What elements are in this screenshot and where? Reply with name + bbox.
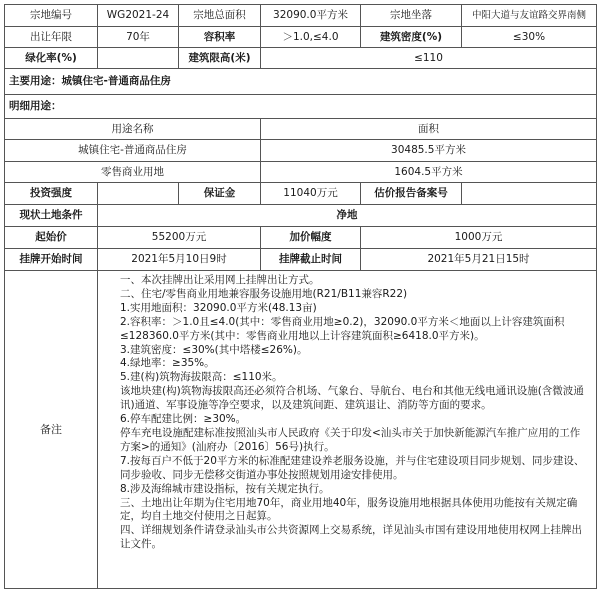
remarks-label: 备注 [5, 271, 98, 589]
parcel-code-value: WG2021-24 [98, 5, 179, 27]
remark-line: 6.停车配建比例：≥30%。 [120, 413, 247, 426]
table-row [5, 183, 597, 205]
remark-line: 4.绿地率：≥35%。 [120, 357, 215, 370]
parcel-area-label: 宗地总面积 [179, 5, 261, 27]
remark-line: 停车充电设施配建标准按照汕头市人民政府《关于印发<汕头市关于加快新能源汽车推广应用的工作方案>的通知》(汕府办〔2016〕56号)执行。 [120, 426, 581, 453]
term-label: 出让年限 [5, 27, 98, 48]
use-area: 30485.5平方米 [261, 140, 597, 162]
investment-value [98, 183, 179, 205]
listing-start-value: 2021年5月10日9时 [98, 249, 261, 271]
remark-line: 四、详细规划条件请登录汕头市公共资源网上交易系统，详见汕头市国有建设用地使用权网上挂牌出让文件。 [120, 524, 582, 551]
far-value: ＞1.0,≤4.0 [261, 27, 361, 48]
listing-end-value: 2021年5月21日15时 [361, 249, 597, 271]
use-name-header: 用途名称 [5, 119, 261, 140]
deposit-label: 保证金 [179, 183, 261, 205]
investment-label: 投资强度 [5, 183, 98, 205]
remark-line: 2.容积率：＞1.0且≤4.0(其中：零售商业用地≥0.2)，32090.0平方米＜地面以上计容建筑面积≤128360.0平方米(其中：零售商业用地以上计容建筑面积≥6418.0平方米)。 [120, 315, 565, 342]
listing-end-label: 挂牌截止时间 [261, 249, 361, 271]
parcel-area-value: 32090.0平方米 [261, 5, 361, 27]
detail-use-label: 明细用途： [5, 95, 597, 119]
parcel-location-value: 中阳大道与友谊路交界南侧 [462, 5, 597, 27]
density-value: ≤30% [462, 27, 597, 48]
use-area-header: 面积 [261, 119, 597, 140]
table-row [5, 249, 597, 271]
table-row [5, 162, 597, 183]
remark-line: 三、土地出让年期为住宅用地70年，商业用地40年，服务设施用地根据具体使用功能按有关规定确定，均自土地交付使用之日起算。 [120, 496, 578, 523]
parcel-code-label: 宗地编号 [5, 5, 98, 27]
remark-line: 8.涉及海绵城市建设指标，按有关规定执行。 [120, 482, 330, 495]
table-row [5, 5, 597, 27]
table-row [5, 27, 597, 48]
land-condition-value: 净地 [98, 205, 597, 227]
deposit-value: 11040万元 [261, 183, 361, 205]
appraisal-report-value [462, 183, 597, 205]
remark-line: 一、本次挂牌出让采用网上挂牌出让方式。 [120, 274, 320, 286]
use-name: 零售商业用地 [5, 162, 261, 183]
table-row [5, 119, 597, 140]
bid-increment-value: 1000万元 [361, 227, 597, 249]
remark-line: 1.实用地面积：32090.0平方米(48.13亩) [120, 301, 317, 314]
remark-line: 7.按每百户不低于20平方米的标准配建建设养老服务设施，并与住宅建设项目同步规划、同步建设、同步验收、同步无偿移交街道办事处按照规划用途安排使用。 [120, 454, 585, 481]
remark-line: 5.建(构)筑物海拔限高：≤110米。 [120, 371, 283, 384]
land-info-table [4, 4, 597, 589]
table-row [5, 69, 597, 95]
green-rate-label: 绿化率(%) [5, 48, 98, 69]
remark-line: 二、住宅/零售商业用地兼容服务设施用地(R21/B11兼容R22) [120, 287, 408, 300]
term-value: 70年 [98, 27, 179, 48]
table-row [5, 48, 597, 69]
remarks-content [98, 271, 597, 589]
table-row [5, 271, 597, 589]
land-condition-label: 现状土地条件 [5, 205, 98, 227]
height-limit-label: 建筑限高(米) [179, 48, 261, 69]
main-use: 主要用途：城镇住宅-普通商品住房 [5, 69, 597, 95]
table-row [5, 95, 597, 119]
density-label: 建筑密度(%) [361, 27, 462, 48]
starting-price-value: 55200万元 [98, 227, 261, 249]
table-row [5, 227, 597, 249]
remark-line: 该地块建(构)筑物海拔限高还必须符合机场、气象台、导航台、电台和其他无线电通讯设施(含微波通讯)通道、军事设施等净空要求，以及建筑间距、建筑退让、消防等方面的要求。 [120, 385, 584, 412]
listing-start-label: 挂牌开始时间 [5, 249, 98, 271]
green-rate-value [98, 48, 179, 69]
starting-price-label: 起始价 [5, 227, 98, 249]
far-label: 容积率 [179, 27, 261, 48]
parcel-location-label: 宗地坐落 [361, 5, 462, 27]
height-limit-value: ≤110 [261, 48, 597, 69]
table-row [5, 205, 597, 227]
bid-increment-label: 加价幅度 [261, 227, 361, 249]
use-area: 1604.5平方米 [261, 162, 597, 183]
appraisal-report-label: 估价报告备案号 [361, 183, 462, 205]
remark-line: 3.建筑密度：≤30%(其中塔楼≤26%)。 [120, 343, 308, 356]
table-row [5, 140, 597, 162]
use-name: 城镇住宅-普通商品住房 [5, 140, 261, 162]
